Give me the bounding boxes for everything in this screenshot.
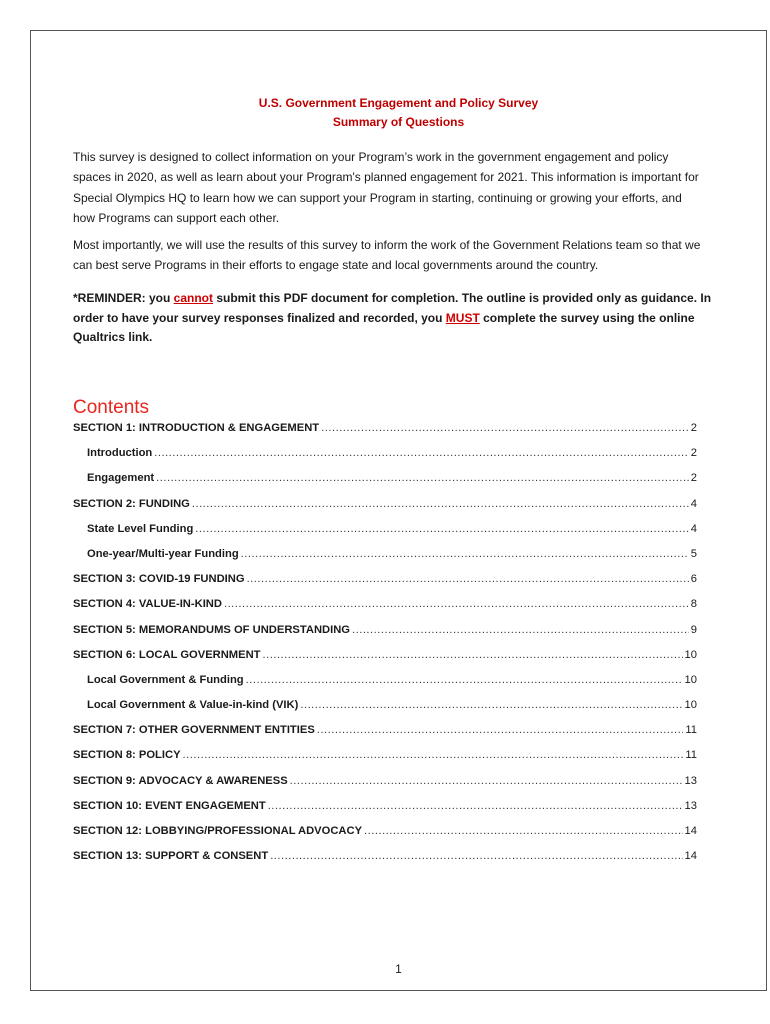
toc-entry[interactable]	[73, 522, 697, 547]
intro-paragraph-1: This survey is designed to collect information on your Program’s work in the government engagement and policy spaces in 2020, as well as learn about your Program's planned engagement for 2021. This information is important for Special Olympics HQ to learn how we can support your Program in starting, continuing or growing your efforts, and how Programs can support each other.	[73, 150, 699, 226]
toc-dot-leader	[263, 648, 683, 663]
toc-entry-page: 4	[690, 522, 697, 535]
toc-entry-page: 4	[690, 497, 697, 510]
toc-dot-leader	[268, 799, 683, 814]
toc-entry[interactable]	[73, 597, 697, 622]
toc-entry-title: SECTION 4: VALUE-IN-KIND	[73, 598, 222, 611]
toc-entry-title: Local Government & Value-in-kind (VIK)	[87, 699, 299, 712]
toc-entry[interactable]	[73, 421, 697, 446]
reminder-note	[73, 289, 713, 348]
toc-entry-title: SECTION 13: SUPPORT & CONSENT	[73, 850, 269, 863]
toc-dot-leader	[321, 421, 689, 436]
toc-entry-title: Engagement	[87, 472, 155, 485]
toc-entry-title: SECTION 10: EVENT ENGAGEMENT	[73, 799, 266, 812]
toc-entry-page: 13	[684, 799, 697, 812]
toc-entry-title: Local Government & Funding	[87, 673, 244, 686]
toc-entry-title: SECTION 12: LOBBYING/PROFESSIONAL ADVOCACY	[73, 825, 363, 837]
toc-dot-leader	[224, 597, 689, 612]
reminder-emphasis-cannot: cannot	[173, 291, 214, 305]
document-page	[30, 30, 767, 991]
toc-entry[interactable]	[73, 799, 697, 824]
toc-dot-leader	[183, 748, 684, 763]
toc-dot-leader	[246, 673, 683, 688]
toc-entry-title: One-year/Multi-year Funding	[87, 547, 239, 560]
toc-entry[interactable]	[73, 471, 697, 496]
toc-entry-title: SECTION 6: LOCAL GOVERNMENT	[73, 648, 261, 661]
toc-entry-page: 5	[690, 547, 697, 560]
toc-entry-page: 2	[690, 422, 697, 434]
toc-entry-title: SECTION 9: ADVOCACY & AWARENESS	[73, 774, 288, 787]
toc-entry[interactable]	[73, 849, 697, 874]
toc-dot-leader	[352, 623, 689, 638]
toc-entry-title: SECTION 2: FUNDING	[73, 497, 190, 510]
toc-dot-leader	[290, 774, 683, 789]
toc-entry-page: 11	[685, 724, 697, 737]
reminder-text-3: complete the survey using the online Qualtrics link.	[73, 310, 695, 344]
toc-entry-title: Introduction	[87, 447, 153, 460]
document-title: U.S. Government Engagement and Policy Survey	[258, 96, 539, 110]
toc-entry-title: State Level Funding	[87, 522, 194, 535]
toc-entry-page: 9	[690, 623, 697, 636]
toc-entry[interactable]	[73, 547, 697, 572]
toc-dot-leader	[154, 446, 689, 461]
toc-entry-page: 11	[685, 749, 697, 762]
reminder-emphasis-must: MUST	[445, 310, 480, 325]
toc-entry[interactable]	[73, 446, 697, 471]
toc-dot-leader	[364, 824, 683, 839]
toc-entry-title: SECTION 8: POLICY	[73, 749, 181, 762]
toc-entry[interactable]	[73, 673, 697, 698]
reminder-text-1: *REMINDER: you	[73, 291, 174, 305]
toc-dot-leader	[300, 698, 682, 713]
toc-entry-title: SECTION 7: OTHER GOVERNMENT ENTITIES	[73, 724, 315, 737]
toc-dot-leader	[317, 723, 684, 738]
toc-entry-page: 2	[690, 447, 697, 460]
reminder-text-2: submit this PDF document for completion. The outline is provided only as guidance. In order to have your survey responses finalized and recorded, you	[73, 291, 712, 325]
toc-dot-leader	[192, 497, 689, 512]
document-subtitle: Summary of Questions	[332, 115, 465, 129]
toc-entry-page: 8	[690, 598, 697, 611]
toc-entry-title: SECTION 1: INTRODUCTION & ENGAGEMENT	[73, 422, 320, 434]
toc-entry-page: 14	[684, 850, 697, 863]
toc-entry-title: SECTION 5: MEMORANDUMS OF UNDERSTANDING	[73, 623, 350, 636]
toc-entry[interactable]	[73, 497, 697, 522]
toc-dot-leader	[241, 547, 689, 562]
contents-heading: Contents	[73, 397, 150, 418]
toc-entry-page: 2	[690, 472, 697, 485]
toc-entry[interactable]	[73, 824, 697, 849]
toc-entry-page: 6	[690, 573, 697, 586]
toc-dot-leader	[247, 572, 689, 587]
toc-entry[interactable]	[73, 698, 697, 723]
toc-entry[interactable]	[73, 623, 697, 648]
toc-entry-page: 13	[684, 774, 697, 787]
toc-entry-page: 14	[684, 825, 697, 837]
table-of-contents	[73, 421, 697, 874]
toc-dot-leader	[270, 849, 682, 864]
toc-entry[interactable]	[73, 723, 697, 748]
toc-entry[interactable]	[73, 748, 697, 773]
toc-entry-title: SECTION 3: COVID-19 FUNDING	[73, 573, 245, 586]
toc-dot-leader	[195, 522, 688, 537]
page-number: 1	[395, 962, 402, 976]
toc-entry[interactable]	[73, 774, 697, 799]
toc-entry[interactable]	[73, 648, 697, 673]
toc-entry-page: 10	[684, 699, 697, 712]
toc-entry[interactable]	[73, 572, 697, 597]
intro-paragraph-2: Most importantly, we will use the results of this survey to inform the work of the Government Relations team so that we can best serve Programs in their efforts to engage state and local governments around the country.	[73, 238, 701, 273]
toc-dot-leader	[156, 471, 689, 486]
toc-entry-page: 10	[684, 648, 697, 661]
toc-entry-page: 10	[684, 673, 697, 686]
